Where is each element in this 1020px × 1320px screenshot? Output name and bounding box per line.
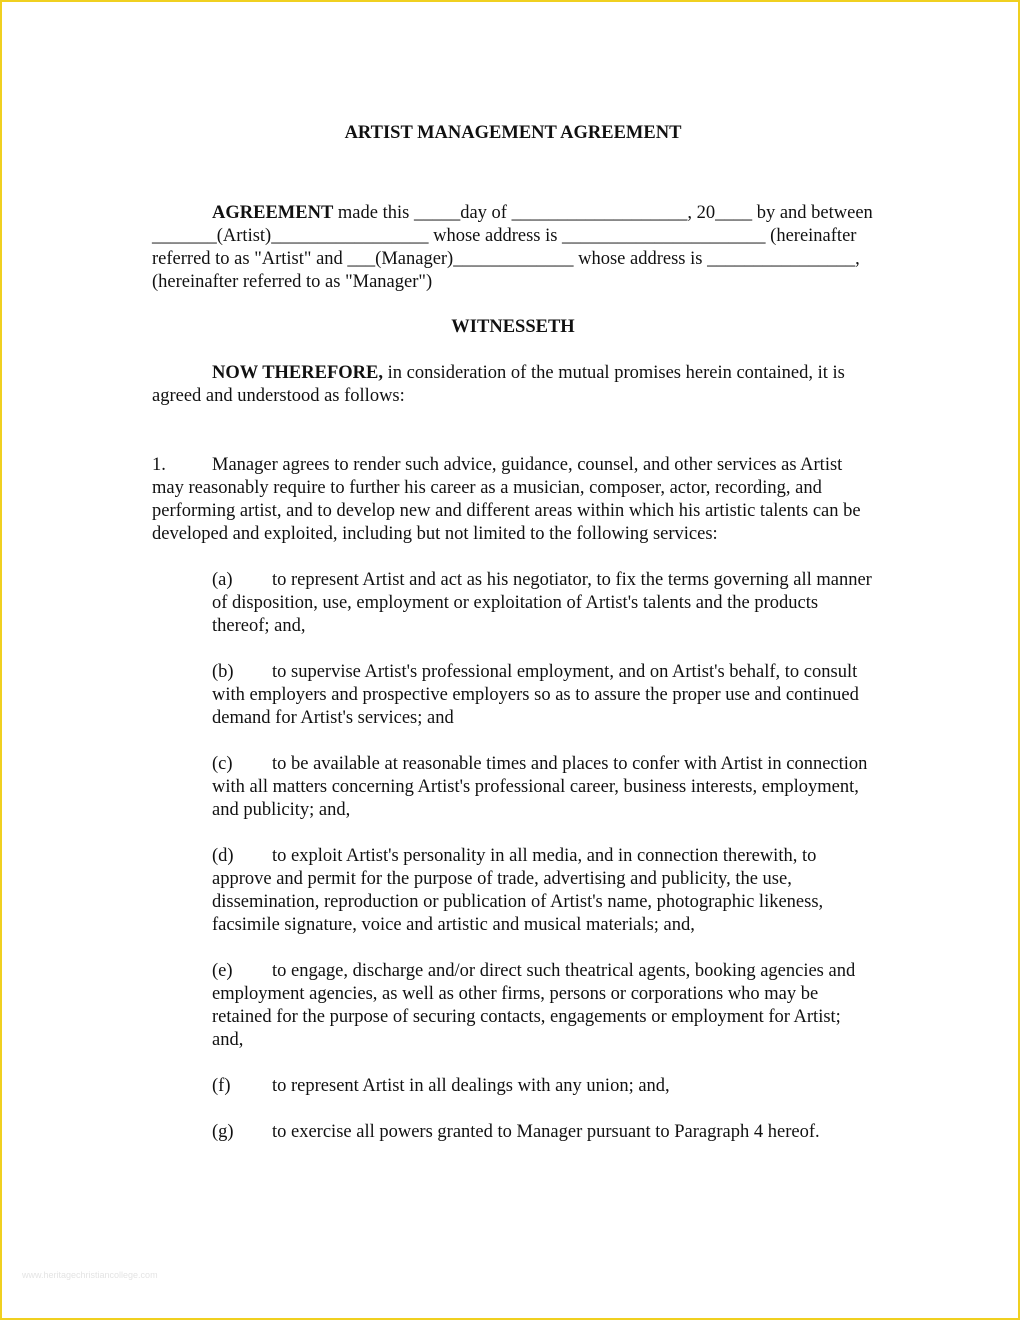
intro-paragraph	[152, 202, 874, 294]
subitem-text: to exploit Artist's personality in all media, and in connection therewith, to approve and permit for the purpose of trade, advertising and publicity, the use, dissemination, reproduction or publication of Artist's name, photographic likeness, facsimile signature, voice and artistic and musical materials; and,	[212, 846, 824, 935]
subitem-text: to exercise all powers granted to Manager pursuant to Paragraph 4 hereof.	[272, 1122, 820, 1142]
now-text: in consideration of the mutual promises herein contained, it is agreed and understood as follows:	[152, 363, 845, 406]
document-title: ARTIST MANAGEMENT AGREEMENT	[344, 123, 682, 143]
subitem-label: (c)	[212, 754, 233, 774]
subitem-b	[212, 661, 874, 730]
paragraph-1-number: 1.	[152, 455, 166, 475]
subitem-label: (f)	[212, 1076, 231, 1096]
subitem-d	[212, 845, 874, 937]
subitem-a	[212, 569, 874, 638]
subitem-label: (a)	[212, 570, 233, 590]
paragraph-1-text: Manager agrees to render such advice, guidance, counsel, and other services as Artist may reasonably require to further his career as a musician, composer, actor, recording, and performing artist, and to develop new and different areas within which his artistic talents can be developed and exploited, including but not limited to the following services:	[152, 455, 861, 544]
subitem-label: (g)	[212, 1122, 234, 1142]
witnesseth-heading: WITNESSETH	[451, 317, 575, 337]
subitem-text: to engage, discharge and/or direct such theatrical agents, booking agencies and employment agencies, as well as other firms, persons or corporations who may be retained for the purpose of securing contacts, engagements or employment for Artist; and,	[212, 961, 856, 1050]
subitem-g	[212, 1121, 874, 1144]
subitem-label: (e)	[212, 961, 233, 981]
subitem-label: (d)	[212, 846, 234, 866]
intro-text: made this _____day of ___________________, 20____ by and between _______(Artist)_________________ whose address is ______________________ (hereinafter referred to as "Artist" and ___(Manager)_____________ whose address is ________________, (hereinafter referred to as "Manager")	[152, 203, 873, 292]
paragraph-1	[152, 454, 874, 546]
intro-bold: AGREEMENT	[212, 203, 334, 223]
subitem-e	[212, 960, 874, 1052]
subitem-f	[212, 1075, 874, 1098]
subitem-text: to represent Artist in all dealings with any union; and,	[272, 1076, 670, 1096]
subitem-label: (b)	[212, 662, 234, 682]
watermark-text: www.heritagechristiancollege.com	[22, 1270, 158, 1280]
now-therefore-paragraph	[152, 362, 874, 408]
subitem-text: to represent Artist and act as his negotiator, to fix the terms governing all manner of disposition, use, employment or exploitation of Artist's talents and the products thereof; and,	[212, 570, 872, 636]
subitem-text: to supervise Artist's professional employment, and on Artist's behalf, to consult with employers and prospective employers so as to assure the proper use and continued demand for Artist's services; and	[212, 662, 859, 728]
subitem-text: to be available at reasonable times and places to confer with Artist in connection with all matters concerning Artist's professional career, business interests, employment, and publicity; and,	[212, 754, 868, 820]
document-body	[152, 112, 874, 1144]
now-bold: NOW THEREFORE,	[212, 363, 383, 383]
subitem-c	[212, 753, 874, 822]
